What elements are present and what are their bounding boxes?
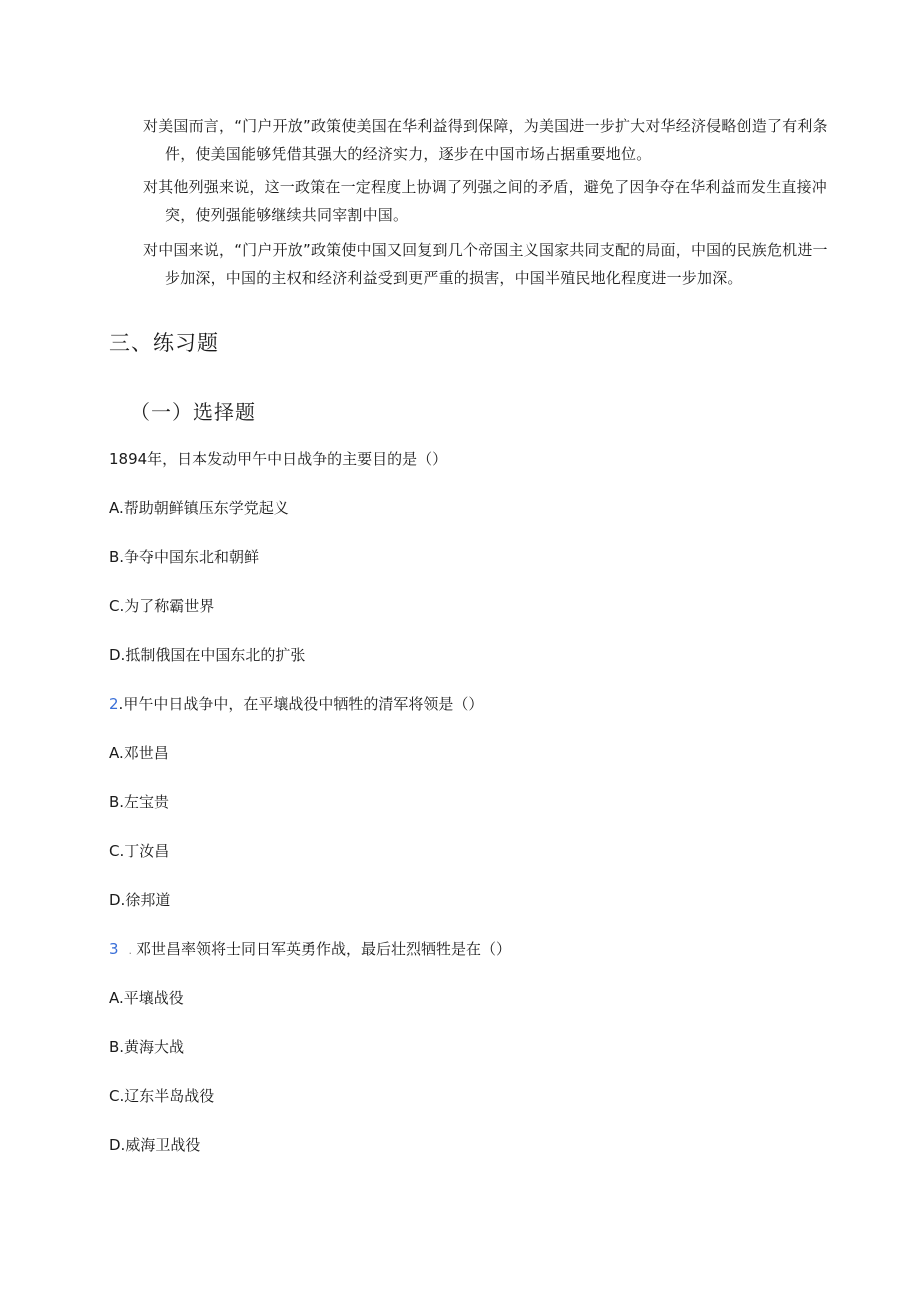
question-2 [109,694,483,714]
paragraph-china: 对中国来说，“门户开放”政策使中国又回复到几个帝国主义国家共同支配的局面，中国的民族危机进一步加深，中国的主权和经济利益受到更严重的损害，中国半殖民地化程度进一步加深。 [143,241,828,287]
question-3-option-d: D.威海卫战役 [109,1136,201,1154]
section-title: 三、练习题 [109,331,219,355]
question-1-option-a: A.帮助朝鲜镇压东学党起义 [109,499,289,517]
question-3-number: 3 [109,940,119,958]
question-2-number: 2 [109,695,119,713]
question-3-option-b: B.黄海大战 [109,1038,185,1056]
question-1-text: 1894年，日本发动甲午中日战争的主要目的是（） [109,450,448,468]
paragraph-other-powers: 对其他列强来说，这一政策在一定程度上协调了列强之间的矛盾，避免了因争夺在华利益而发生直接冲突，使列强能够继续共同宰割中国。 [143,178,828,224]
question-2-text: .甲午中日战争中，在平壤战役中牺牲的清军将领是（） [118,695,484,713]
question-2-option-b: B.左宝贵 [109,793,170,811]
question-1-option-b: B.争夺中国东北和朝鲜 [109,548,260,566]
paragraph-usa: 对美国而言，“门户开放”政策使美国在华利益得到保障，为美国进一步扩大对华经济侵略创造了有利条件，使美国能够凭借其强大的经济实力，逐步在中国市场占据重要地位。 [143,117,828,163]
question-2-option-c: C.丁汝昌 [109,842,170,860]
question-1 [109,449,447,469]
question-1-option-d: D.抵制俄国在中国东北的扩张 [109,646,306,664]
question-3-option-a: A.平壤战役 [109,989,184,1007]
question-3 [109,939,511,961]
question-3-text: 邓世昌率领将士同日军英勇作战，最后壮烈牺牲是在（） [136,940,512,958]
question-2-option-a: A.邓世昌 [109,744,169,762]
question-3-dot: . [128,944,133,957]
subsection-title: （一）选择题 [130,400,256,424]
question-2-option-d: D.徐邦道 [109,891,171,909]
question-1-option-c: C.为了称霸世界 [109,597,215,615]
question-3-option-c: C.辽东半岛战役 [109,1087,215,1105]
